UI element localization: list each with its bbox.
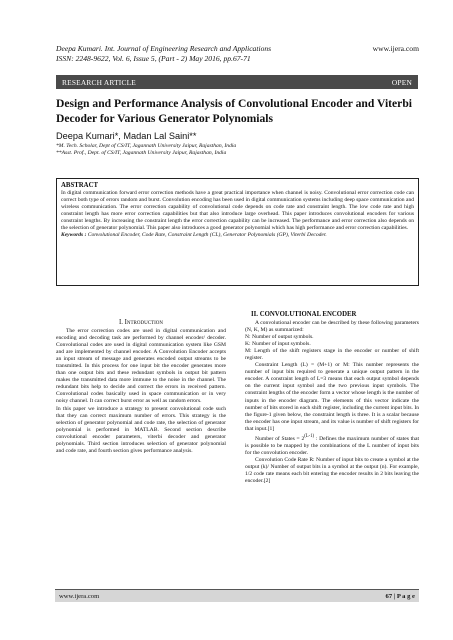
abstract-text: In digital communication forward error correction methods have a great practical importance when channel is noisy. Convolutional error correction code can correct both type of errors random and burst. Convolution encoding has been used in digital communication systems including deep space communication and wireless communication. The error correction capability of convolutional code depends on code rate and constraint length. The low code rate and high constraint length has more error correction capabilities but that also introduce large overhead. This paper introduces convolutional encoders for various constraint lengths. By increasing the constraint length the error correction capability can be increased. The performance and error correction also depends on the selection of generator polynomial. This paper also introduces a good generator polynomial which has high performance and error correction capabilities.	[61, 190, 414, 232]
code-rate-paragraph: Convolution Code Rate R: Number of input bits to create a symbol at the output (k)/ Number of output bits in a symbol at the output (n). For example, 1/2 code rate means each bit entering the encoder results in 2 bits leaving the encoder.[2]	[245, 456, 419, 484]
article-type-banner	[56, 75, 418, 89]
constraint-length-paragraph: Constraint Length (L) = (M+1) or M: This number represents the number of input bits required to generate a unique output pattern in the encoder. A constraint length of L=3 means that each output symbol depends on the current input symbol and the two previous input symbols. The constraint lengths of the encoder form a vector whose length is the number of inputs in the encoder diagram. The elements of this vector indicate the number of bits stored in each shift register, including the current input bits. In the figure-1 given below, the constraint length is three. It is a scalar because the encoder has one input stream, and its value is number of shift registers for that input.[1]	[245, 362, 419, 432]
intro-paragraph-2: In this paper we introduce a strategy to present convolutional code such that they can correct maximum number of errors. This strategy is the selection of generator polynomial and code rate, the selection of generator polynomial is performed in MATLAB. Second section describe convolutional encoder parameters, viterbi decoder and generator polynomials. Third section introduces selection of generator polynomial and code rate, and fourth section gives performance analysis.	[56, 405, 226, 454]
encoder-intro: A convolutional encoder can be described by these following parameters (N, K, M) as summarized:	[245, 320, 419, 334]
author-affiliations	[56, 143, 420, 157]
citation-line-1: Deepa Kumari. Int. Journal of Engineering Research and Applications	[56, 44, 272, 53]
keywords-list: Convolutional Encoder, Code Rate, Constraint Length (CL), Generator Polynomials (GP), Viterbi Decoder.	[86, 232, 327, 239]
number-of-states-paragraph	[245, 433, 419, 457]
paper-authors: Deepa Kumari*, Madan Lal Saini**	[56, 131, 197, 141]
open-access-label: OPEN	[391, 77, 412, 87]
footer-url[interactable]: www.ijera.com	[59, 592, 100, 600]
left-column	[56, 318, 226, 455]
param-n: N: Number of output symbols.	[245, 334, 314, 341]
keywords	[61, 232, 414, 239]
journal-header	[56, 44, 419, 64]
affiliation-1: *M. Tech. Scholar, Dept of CS/IT, Jagannath University Jaipur, Rajasthan, India	[56, 143, 237, 149]
paper-title: Design and Performance Analysis of Convolutional Encoder and Viterbi Decoder for Various Generator Polynomials	[56, 97, 412, 125]
section-heading-introduction: I. Introduction	[118, 319, 164, 326]
citation-line-2: ISSN: 2248-9622, Vol. 6, Issue 5, (Part - 2) May 2016, pp.67-71	[56, 54, 251, 63]
page-footer	[55, 589, 419, 602]
abstract-box	[56, 178, 419, 286]
abstract-heading: ABSTRACT	[61, 182, 99, 189]
affiliation-2: **Asst. Prof., Dept. of CS/IT, Jagannath University Jaipur, Rajasthan, India	[56, 150, 227, 157]
states-suffix: : Defines the maximum number of states that is possible to be mapped by the combinations of the L number of input bits for the convolution encoder.	[245, 435, 419, 456]
param-m: M: Length of the shift registers stage in the encoder or number of shift register.	[245, 348, 419, 362]
right-column	[245, 310, 419, 485]
keywords-label: Keywords :	[61, 232, 87, 239]
research-article-label: RESEARCH ARTICLE	[62, 77, 136, 87]
page-number: 67 | P a g e	[385, 592, 415, 600]
param-k: K: Number of input symbols.	[245, 341, 311, 348]
states-prefix: Number of States = 2	[255, 435, 305, 442]
section-heading-convolutional-encoder: II. CONVOLUTIONAL ENCODER	[251, 311, 357, 318]
journal-url[interactable]: www.ijera.com	[372, 44, 419, 53]
intro-paragraph-1: The error correction codes are used in digital communication and encoding and decoding task are performed by channel encoder/ decoder. Convolutional codes are used in digital communication system like GSM and are implemented by channel encoder. A Convolution Encoder accepts an input stream of message and generates encoded output streams to be transmitted. In this process for one input bit the encoder generates more than one output bits and these redundant symbols in output bit pattern makes the transmitted data more immune to the noise in the channel. The redundant bits help to decide and correct the errors in received pattern. Convolutional codes basically used in space communication or in very noisy channel. It can correct burst error as well as random errors.	[56, 328, 226, 405]
states-exponent: (L-1)	[304, 433, 315, 439]
